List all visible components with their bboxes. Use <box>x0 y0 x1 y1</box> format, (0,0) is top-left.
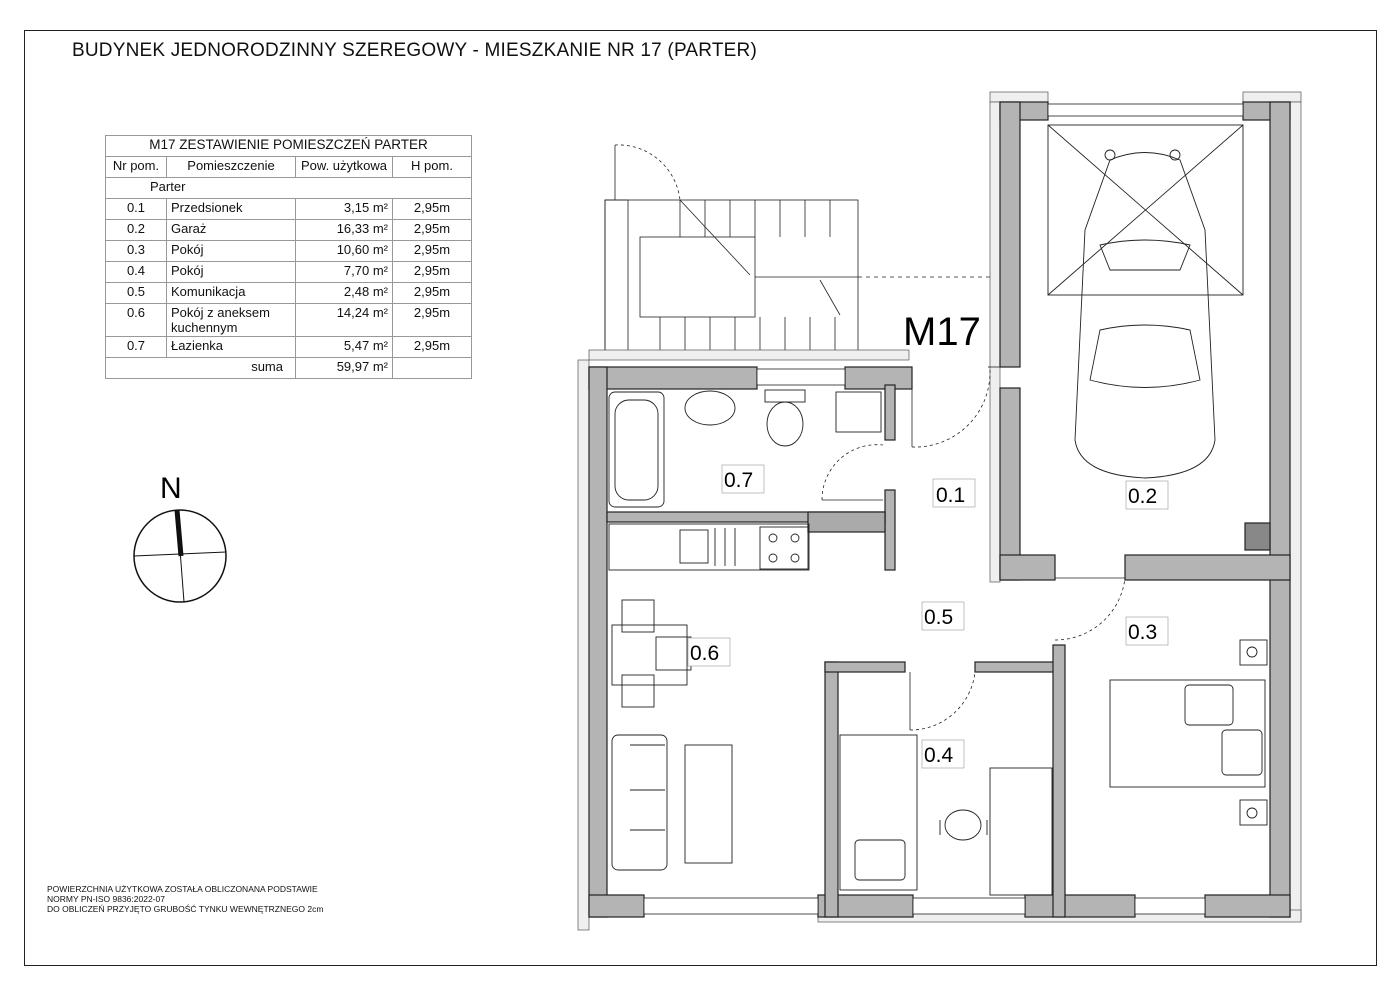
bathtub-icon <box>609 392 664 507</box>
room-label-0.6: 0.6 <box>690 642 720 665</box>
cell-nr: 0.4 <box>106 262 167 283</box>
cell-name: Komunikacja <box>167 283 296 304</box>
cell-area: 5,47 m² <box>296 337 393 358</box>
cell-area: 16,33 m² <box>296 220 393 241</box>
header-room: Pomieszczenie <box>167 157 296 178</box>
room-label-0.4: 0.4 <box>924 744 954 767</box>
cell-nr: 0.1 <box>106 199 167 220</box>
doors <box>822 367 1125 730</box>
drawing-title: BUDYNEK JEDNORODZINNY SZEREGOWY - MIESZKANIE NR 17 (PARTER) <box>72 40 757 61</box>
cell-area: 7,70 m² <box>296 262 393 283</box>
north-label: N <box>160 472 182 505</box>
note-line: POWIERZCHNIA UŻYTKOWA ZOSTAŁA OBLICZONANA PODSTAWIE <box>47 884 318 894</box>
room-label-0.1: 0.1 <box>936 484 966 507</box>
unit-label: M17 <box>903 310 981 354</box>
cell-height: 2,95m <box>393 199 472 220</box>
room-label-0.5: 0.5 <box>924 606 954 629</box>
sink-icon <box>685 391 735 425</box>
sink-icon <box>680 530 708 563</box>
table-caption: M17 ZESTAWIENIE POMIESZCZEŃ PARTER <box>106 136 472 157</box>
cell-area: 3,15 m² <box>296 199 393 220</box>
cell-name: Pokój <box>167 262 296 283</box>
toilet-icon <box>767 402 803 446</box>
cell-area: 2,48 m² <box>296 283 393 304</box>
cell-height: 2,95m <box>393 262 472 283</box>
cell-name: Pokój <box>167 241 296 262</box>
chair-icon <box>945 810 981 840</box>
cell-name: Przedsionek <box>167 199 296 220</box>
room-labels <box>688 465 1168 768</box>
insulation <box>578 92 1301 930</box>
room-label-0.7: 0.7 <box>724 469 754 492</box>
cell-name: Łazienka <box>167 337 296 358</box>
walls <box>589 102 1290 917</box>
cell-area: 10,60 m² <box>296 241 393 262</box>
cell-height: 2,95m <box>393 220 472 241</box>
floor-label: Parter <box>106 178 472 199</box>
cell-nr: 0.3 <box>106 241 167 262</box>
note-line: DO OBLICZEŃ PRZYJĘTO GRUBOŚĆ TYNKU WEWNĘTRZNEGO 2cm <box>47 904 324 914</box>
room-label-0.2: 0.2 <box>1128 485 1158 508</box>
area-note <box>47 884 323 914</box>
sofa-icon <box>612 735 667 870</box>
cell-height: 2,95m <box>393 283 472 304</box>
room-label-0.3: 0.3 <box>1128 621 1158 644</box>
north-arrow <box>177 510 181 556</box>
cell-nr: 0.5 <box>106 283 167 304</box>
car <box>1048 125 1243 478</box>
stove-icon <box>760 527 808 569</box>
cell-height: 2,95m <box>393 337 472 358</box>
cell-area: 14,24 m² <box>296 304 393 337</box>
desk-icon <box>990 768 1052 895</box>
header-height: H pom. <box>393 157 472 178</box>
cell-nr: 0.6 <box>106 304 167 337</box>
double-bed-icon <box>1110 680 1265 787</box>
sum-label: suma <box>106 358 296 379</box>
cell-name: Pokój z aneksem kuchennym <box>167 304 296 337</box>
header-nr: Nr pom. <box>106 157 167 178</box>
cell-name: Garaż <box>167 220 296 241</box>
cell-height: 2,95m <box>393 304 472 337</box>
sum-value: 59,97 m² <box>296 358 393 379</box>
kitchen-fixtures <box>609 524 809 870</box>
cell-nr: 0.2 <box>106 220 167 241</box>
note-line: NORMY PN-ISO 9836:2022-07 <box>47 894 165 904</box>
cell-height: 2,95m <box>393 241 472 262</box>
header-area: Pow. użytkowa <box>296 157 393 178</box>
north-compass <box>134 472 226 602</box>
cell-nr: 0.7 <box>106 337 167 358</box>
